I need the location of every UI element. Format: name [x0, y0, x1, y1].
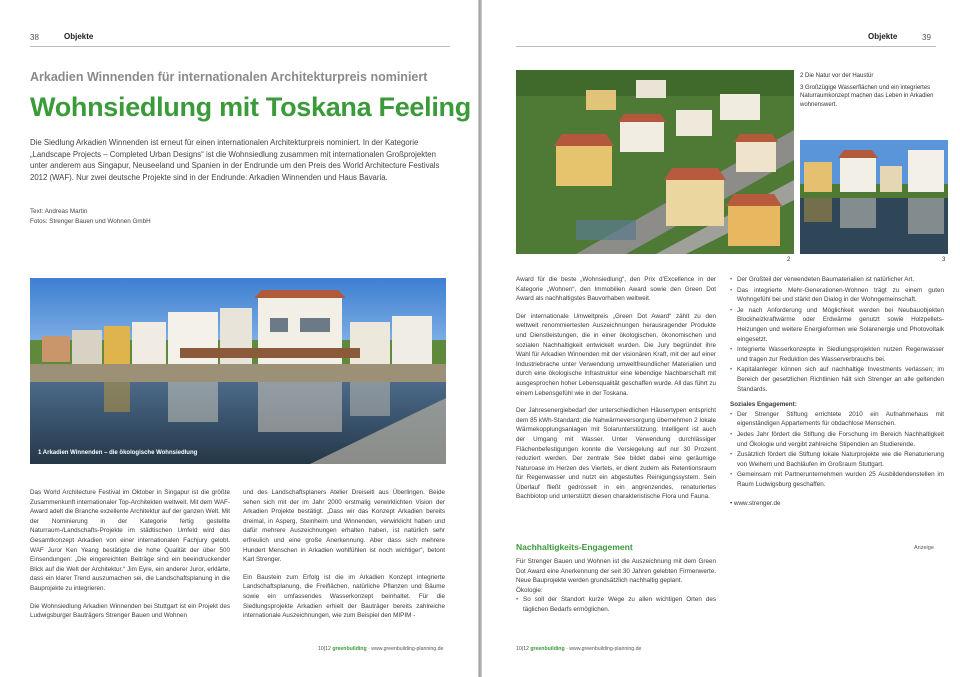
- photo-caption: 1 Arkadien Winnenden – die ökologische Wohnsiedlung: [38, 450, 198, 456]
- list-item: • Zusätzlich fördert die Stiftung lokale Naturprojekte wie die Renaturierung von Weihern und Bachläufen im Großraum Stuttgart.: [730, 450, 944, 469]
- header-rule: [30, 46, 450, 47]
- list-item: • Kapitalanleger können sich auf nachhaltige Investments verlassen; im Bereich der gesetzlichen Richtlinien hält sich Strenger an alle geltenden Standards.: [730, 365, 944, 394]
- list-item: • Integrierte Wasserkonzepte in Siedlungsprojekten nutzen Regenwasser und tragen zur Reduktion des Wasserverbrauchs bei.: [730, 345, 944, 364]
- body-column-1: [30, 488, 230, 629]
- photo-number-3: 3: [942, 257, 946, 263]
- oekologie-label: Ökologie:: [516, 586, 543, 594]
- headline: Wohnsiedlung mit Toskana Feeling: [30, 92, 471, 122]
- paragraph: Der Jahresenergiebedarf der unterschiedlichen Häusertypen entspricht dem 85 kWh-Standard; die Nahwärmeversorgung übernehmen 2 lokale Wärmekopplungsanlagen mit Solarunterstützung. Intelligent ist auch der Umgang mit Wasser. Unter Verwendung durchlässiger Flächenbefestigungen konnte die Versiegelung auf nur 30 Prozent reduziert werden. Der zentrale See bildet dabei eine geräumige Naturoase im Herzen des Viertels, er dient zudem als Retentionsraum für Regenwasser und nutzt ein abgestuftes Reinigungssystem. Sein Überlauf fließt gedrosselt in ein angrenzendes, renaturiertes Bachbiotop und unterstützt diesen charakteristische Flora und Fauna.: [516, 407, 716, 501]
- footer-issue: 10|12: [318, 646, 331, 652]
- list-item: • Das integrierte Mehr-Generationen-Wohnen trägt zu einem guten Wohngefühl bei und stärkt den Dialog in der Wohngemeinschaft.: [730, 286, 944, 305]
- photo-aerial-view: [516, 70, 794, 254]
- body-column-2: [730, 275, 944, 509]
- kicker: Arkadien Winnenden für internationalen Architekturpreis nominiert: [30, 70, 428, 84]
- oekologie-list-continued: [730, 275, 944, 394]
- list-item: • Je nach Anforderung und Möglichkeit werden bei Neubauobjekten Blockheizkraftwärme oder Erdwärme genutzt sowie Holzpellets-Heizungen und weitere Energieformen wie Solarenergie und Photovoltaik eingesetzt.: [730, 306, 944, 344]
- photo-1-image: [30, 278, 446, 464]
- credits: [30, 207, 151, 226]
- paragraph: Award für die beste „Wohnsiedlung“, den Prix d’Excellence in der Kategorie „Wohnen“, den Immobilien Award sowie den Green Dot Award als nachhaltigstes Bauvorhaben weltweit.: [516, 276, 716, 303]
- footer: [516, 646, 641, 652]
- engagement-heading: Nachhaltigkeits-Engagement: [516, 542, 633, 552]
- caption-2: 2 Die Natur vor der Haustür: [800, 73, 874, 79]
- social-list: [730, 410, 944, 490]
- credit-photos: Fotos: Strenger Bauen und Wohnen GmbH: [30, 217, 151, 225]
- engagement-column: [516, 557, 716, 616]
- photo-number-2: 2: [787, 257, 791, 263]
- list-item: • So soll der Standort kurze Wege zu allen wichtigen Orten des täglichen Bedarfs ermöglichen.: [516, 595, 716, 614]
- section-label: Objekte: [64, 32, 94, 41]
- left-page: [0, 0, 478, 677]
- footer-brand: greenbuilding: [530, 646, 565, 652]
- oekologie-list: [516, 595, 716, 614]
- paragraph: und des Landschaftsplaners Atelier Dreiseitl aus Überlingen. Beide sehen sich mit der im Jahr 2000 erstmalig verwirklichten Vision der Arkadien Projekte bestätigt. „Dass wir das Konzept Arkadien bereits dreimal, in Asperg, Steinheim und Winnenden, verwirklicht haben und dafür mehrere Auszeichnungen erhalten haben, ist natürlich sehr erfreulich und eine große Anerkennung. Aber dass sich mehrere Hundert Menschen in Arkadien wohlfühlen ist noch wichtiger“, betont Karl Strenger.: [243, 489, 445, 564]
- footer-brand: greenbuilding: [332, 646, 367, 652]
- photo-3-image: [800, 140, 948, 254]
- photo-2-image: [516, 70, 794, 254]
- photo-water-reflection: [800, 140, 948, 254]
- page-number: 38: [30, 33, 39, 42]
- intro-paragraph: Die Siedlung Arkadien Winnenden ist erneut für einen internationalen Architekturpreis nominiert. In der Kategorie „Landscape Projects – Completed Urban Designs“ ist die Wohnsiedlung zusammen mit internationalen Großprojekten unter anderem aus Singapur, Neuseeland und Spanien in der Endrunde um den Preis des World Architecture Festivals 2012 (WAF). Nur zwei deutsche Projekte sind in der Endrunde: Arkadien Winnenden und Haus Bavaria.: [30, 138, 440, 182]
- footer-issue: 10|12: [516, 646, 529, 652]
- ad-label: Anzeige: [914, 545, 934, 551]
- list-item: • Der Großteil der verwendeten Baumaterialien ist natürlicher Art.: [730, 275, 944, 285]
- right-page: [482, 0, 960, 677]
- paragraph: Die Wohnsiedlung Arkadien Winnenden bei Stuttgart ist ein Projekt des Ludwigsburger Bauträgers Strenger Bauen und Wohnen: [30, 602, 230, 620]
- page-number: 39: [922, 33, 931, 42]
- social-label: Soziales Engagement:: [730, 401, 797, 409]
- website-link[interactable]: • www.strenger.de: [730, 500, 781, 508]
- engagement-text: Für Strenger Bauen und Wohnen ist die Auszeichnung mit dem Green Dot Award eine Anerkennung der seit 30 Jahren gelebten Firmenwerte. Neue Bauprojekte werden grundsätzlich nachhaltig geplant.: [516, 558, 716, 585]
- section-label: Objekte: [868, 32, 898, 41]
- list-item: • Gemeinsam mit Partnerunternehmen wurden 25 Ausbildendenstellen im Raum Ludwigsburg geschaffen.: [730, 470, 944, 489]
- paragraph: Das World Architecture Festival im Oktober in Singapur ist die größte Zusammenkunft internationaler Top-Architekten weltweit. Mit dem WAF-Award adelt die Branche exzellente Architektur auf der ganzen Welt. Mit der Nominierung in der Kategorie fertig gestellte Naturraum-/Landschafts-Projekte im städtischen Umfeld wird das Gesamtkonzept Arkadien von einer internationalen Fachjury gelobt. WAF Juror Ken Yeang bestätigte die hohe Qualität der über 500 Einsendungen: „Die eingereichten Beiträge sind ein beeindruckender Blick auf die Welt der Architektur.“ Jim Eyre, ein anderer Juror, erklärte, dass ein klarer Trend auszumachen sei, die Landschaftsplanung in die Bauprojekte zu integrieren.: [30, 489, 230, 592]
- list-item: • Jedes Jahr fördert die Stiftung die Forschung im Bereich Nachhaltigkeit und Ökologie und vergibt zahlreiche Stipendien an Studierende.: [730, 430, 944, 449]
- caption-3: 3 Großzügige Wasserflächen und ein integriertes Naturraumkonzept machen das Leben in Arkadien wohnenswert.: [800, 84, 934, 108]
- credit-text: Text: Andreas Martin: [30, 208, 88, 215]
- footer: [318, 646, 443, 652]
- paragraph: Der internationale Umweltpreis „Green Dot Award“ zählt zu den weltweit renommiertesten Auszeichnungen herausragender Produkte und Dienstleistungen, die in einer ökologischen, ökonomischen und sozialen Nachhaltigkeit entwickelt wurden. Die Jury begründet ihre Wahl für Arkadien Winnenden mit der visionären Kraft, mit der auf einer Industriebrache unter Verwendung umweltfreundlicher Materialien und durch eine ökologische Infrastruktur eine lebendige Nachbarschaft mit ausgesprochen hoher Lebensqualität geschaffen wurde. All das führt zu einem Lebensgefühl wie in der Toskana.: [516, 312, 716, 397]
- list-item: • Der Strenger Stiftung errichtete 2010 ein Aufnahmehaus mit eigenständigen Appartements für obdachlose Menschen.: [730, 410, 944, 429]
- body-column-1: [516, 275, 716, 510]
- body-column-2: [243, 488, 445, 629]
- paragraph: Ein Baustein zum Erfolg ist die im Arkadien Konzept integrierte Landschaftsplanung, die Freiflächen, natürliche Pflanzen und Bäume sowie ein umfassendes Wasserkonzept beinhaltet. Für die Siedlungsprojekte Arkadien erhielt der Bauträger bereits zahlreiche internationale Auszeichnungen, wie zum Beispiel den MIPIM -: [243, 573, 445, 620]
- footer-url: · www.greenbuilding-planning.de: [368, 646, 444, 652]
- footer-url: · www.greenbuilding-planning.de: [566, 646, 642, 652]
- photo-captions: [800, 72, 950, 109]
- photo-houses-reflection: [30, 278, 446, 464]
- header-rule: [516, 46, 936, 47]
